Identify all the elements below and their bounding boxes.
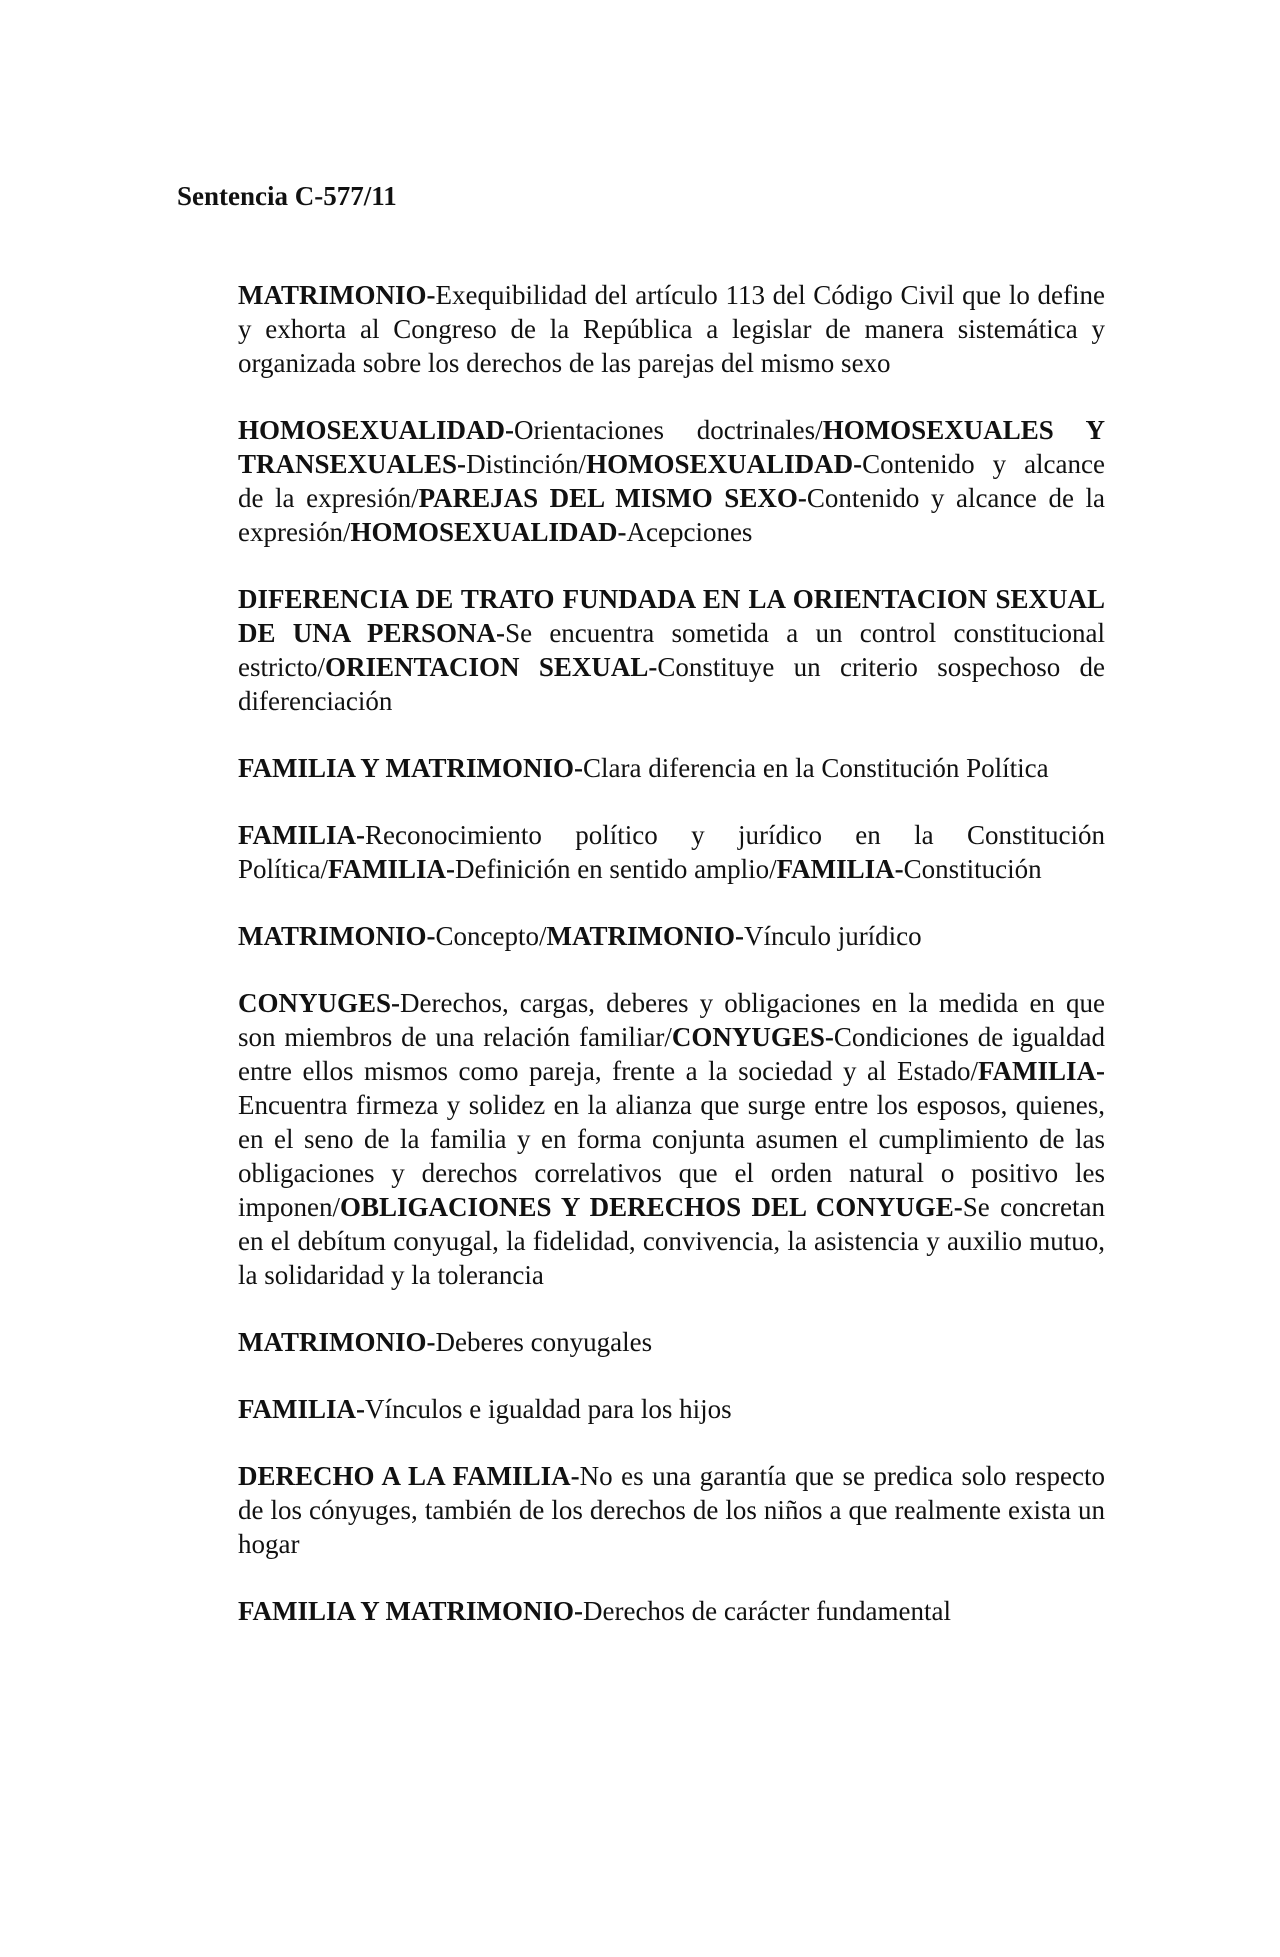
descriptor-keyword: HOMOSEXUALIDAD- [350,517,627,547]
descriptor-text: Deberes conyugales [435,1327,653,1357]
descriptor-keyword: CONYUGES- [238,988,401,1018]
descriptor-text: Vínculo jurídico [743,921,922,951]
descriptor-text: Reconocimiento político y jurídico en la Constitución Política/ [238,820,1105,884]
descriptor-text: Distinción/ [466,449,587,479]
descriptor-text: Orientaciones doctrinales/ [514,415,823,445]
descriptor-keyword: DERECHO A LA FAMILIA- [238,1461,580,1491]
descriptor-keyword: HOMOSEXUALIDAD- [238,415,515,445]
descriptor-keyword: OBLIGACIONES Y DERECHOS DEL CONYUGE- [340,1192,963,1222]
descriptor-text: No es una garantía que se predica solo respecto de los cónyuges, también de los derechos de los niños a que realmente exista un hogar [238,1461,1105,1559]
descriptor-text: Condiciones de igualdad entre ellos mismos como pareja, frente a la sociedad y al Estado/ [238,1022,1105,1086]
descriptor-entry [238,413,1105,549]
descriptor-keyword: MATRIMONIO- [238,921,436,951]
descriptor-keyword: DIFERENCIA DE TRATO FUNDADA EN LA ORIENTACION SEXUAL DE UNA PERSONA- [238,584,1105,648]
descriptor-text: Vínculos e igualdad para los hijos [364,1394,732,1424]
descriptor-text: Constitución [903,854,1042,884]
descriptor-keyword: FAMILIA- [776,854,904,884]
descriptor-text: Definición en sentido amplio/ [454,854,777,884]
descriptor-entry [238,1392,1105,1426]
page-title: Sentencia C-577/11 [177,181,397,211]
descriptor-keyword: FAMILIA- [328,854,455,884]
descriptor-keyword: FAMILIA- [238,820,365,850]
descriptor-entry [238,1594,1105,1628]
descriptor-text: Se encuentra sometida a un control constitucional estricto/ [238,618,1105,682]
descriptor-text: Derechos, cargas, deberes y obligaciones en la medida en que son miembros de una relación familiar/ [238,988,1105,1052]
descriptor-text: Contenido y alcance de la expresión/ [238,483,1105,547]
descriptor-keyword: FAMILIA- [238,1394,365,1424]
descriptor-keyword: FAMILIA Y MATRIMONIO- [238,753,583,783]
descriptor-text: Constituye un criterio sospechoso de diferenciación [238,652,1106,716]
descriptor-entry [238,278,1105,380]
descriptor-entry [238,1459,1105,1561]
descriptor-text: Contenido y alcance de la expresión/ [238,449,1105,513]
descriptor-keyword: FAMILIA Y MATRIMONIO- [238,1596,583,1626]
descriptor-keyword: FAMILIA- [978,1056,1105,1086]
descriptor-keyword: PAREJAS DEL MISMO SEXO- [418,483,807,513]
descriptor-keyword: MATRIMONIO- [238,1327,436,1357]
descriptor-text: Se concretan en el debítum conyugal, la fidelidad, convivencia, la asistencia y auxilio mutuo, la solidaridad y la tolerancia [238,1192,1106,1290]
descriptor-keyword: HOMOSEXUALIDAD- [586,449,863,479]
descriptor-entry [238,751,1105,785]
descriptor-keyword: HOMOSEXUALES Y TRANSEXUALES- [238,415,1105,479]
descriptor-text: Encuentra firmeza y solidez en la alianza que surge entre los esposos, quienes, en el seno de la familia y en forma conjunta asumen el cumplimiento de las obligaciones y derechos correlativos que el orden natural o positivo les imponen/ [238,1090,1105,1222]
descriptor-text: Clara diferencia en la Constitución Política [582,753,1049,783]
descriptor-text: Derechos de carácter fundamental [582,1596,952,1626]
descriptor-keyword: ORIENTACION SEXUAL- [324,652,658,682]
descriptor-text: Concepto/ [435,921,547,951]
descriptor-entry [238,1325,1105,1359]
descriptor-entry [238,818,1105,886]
descriptor-entry [238,919,1105,953]
descriptor-list [238,278,1105,1661]
descriptor-text: Acepciones [626,517,753,547]
descriptor-keyword: MATRIMONIO- [238,280,436,310]
descriptor-entry [238,986,1105,1292]
descriptor-keyword: MATRIMONIO- [546,921,744,951]
descriptor-keyword: CONYUGES- [671,1022,834,1052]
descriptor-text: Exequibilidad del artículo 113 del Código Civil que lo define y exhorta al Congreso de la República a legislar de manera sistemática y organizada sobre los derechos de las parejas del mismo sexo [238,280,1105,378]
descriptor-entry [238,582,1105,718]
